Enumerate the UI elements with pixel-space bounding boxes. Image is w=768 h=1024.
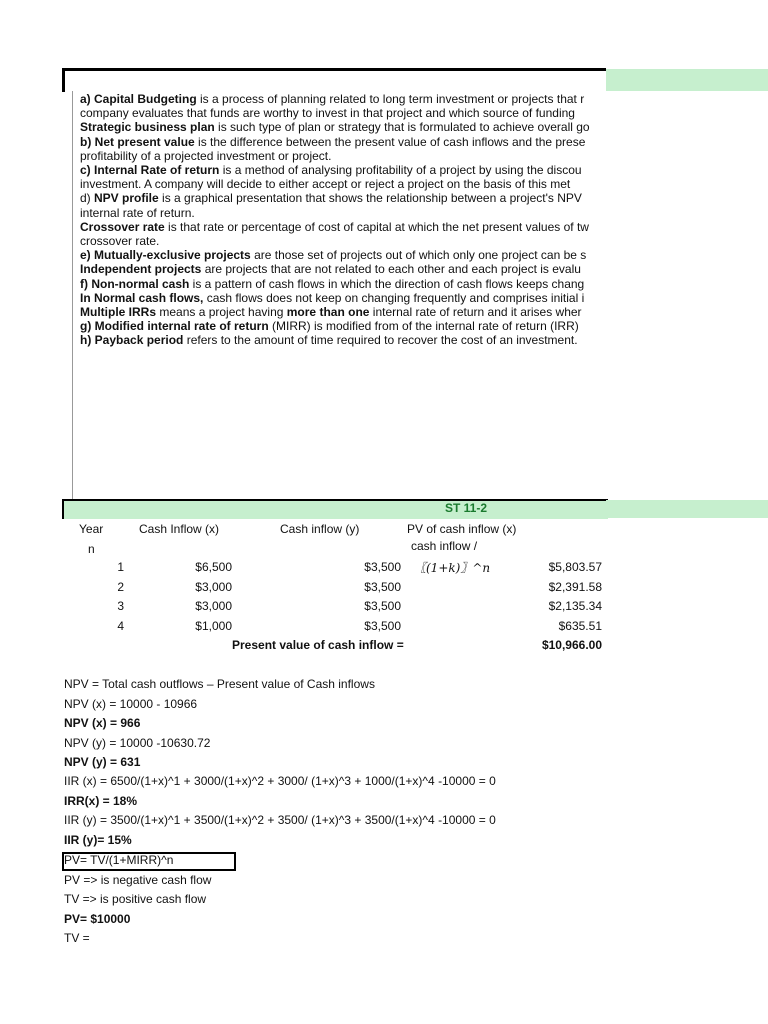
definition-line bbox=[80, 277, 606, 291]
st-header-band bbox=[62, 499, 608, 519]
definition-text: d) bbox=[80, 191, 95, 206]
row-cash-x: $6,500 bbox=[195, 560, 232, 574]
calculation-line: NPV (y) = 10000 -10630.72 bbox=[64, 736, 211, 750]
header-cash-x: Cash Inflow (x) bbox=[139, 522, 220, 536]
header-year: Year bbox=[79, 522, 104, 536]
definition-line bbox=[80, 262, 606, 276]
total-label: Present value of cash inflow = bbox=[232, 638, 404, 652]
definition-line bbox=[80, 149, 606, 163]
calculation-line: NPV = Total cash outflows – Present value of Cash inflows bbox=[64, 677, 375, 691]
definition-text: g) Modified internal rate of return bbox=[80, 319, 269, 334]
calculation-line: IIR (y) = 3500/(1+x)^1 + 3500/(1+x)^2 + 3500/ (1+x)^3 + 3500/(1+x)^4 -10000 = 0 bbox=[64, 813, 496, 827]
definition-text: f) Non-normal cash bbox=[80, 276, 190, 291]
section-title: ST 11-2 bbox=[444, 501, 488, 515]
calculation-line: IIR (x) = 6500/(1+x)^1 + 3000/(1+x)^2 + 3000/ (1+x)^3 + 1000/(1+x)^4 -10000 = 0 bbox=[64, 774, 496, 788]
definition-text: is a graphical presentation that shows the relationship between a project's NPV bbox=[158, 191, 582, 206]
definition-text: (MIRR) is modified from of the internal rate of return (IRR) bbox=[268, 319, 579, 334]
top-border bbox=[62, 68, 606, 71]
definition-text: company evaluates that funds are worthy to invest in that project and which source of funding bbox=[80, 106, 575, 121]
definition-line bbox=[80, 206, 606, 220]
calculation-line: NPV (x) = 10000 - 10966 bbox=[64, 697, 198, 711]
row-pv-x: $2,135.34 bbox=[548, 599, 602, 613]
definition-text: more than one bbox=[286, 305, 370, 320]
definition-text: Strategic business plan bbox=[80, 120, 215, 135]
header-band-right bbox=[606, 500, 768, 518]
calculation-line: NPV (y) = 631 bbox=[64, 755, 141, 769]
row-pv-x: $5,803.57 bbox=[548, 560, 602, 574]
calculation-line: PV => is negative cash flow bbox=[64, 873, 212, 887]
definition-line bbox=[80, 163, 606, 177]
header-pv-x: PV of cash inflow (x) bbox=[407, 522, 517, 536]
row-year: 3 bbox=[117, 599, 124, 613]
calculation-line: TV => is positive cash flow bbox=[64, 892, 207, 906]
definition-line bbox=[80, 106, 606, 120]
row-cash-x: $1,000 bbox=[195, 619, 232, 633]
definition-text: Multiple IRRs bbox=[80, 305, 157, 320]
header-cash-y: Cash inflow (y) bbox=[280, 522, 360, 536]
definitions-list bbox=[80, 92, 606, 348]
definition-line bbox=[80, 305, 606, 319]
definition-line bbox=[80, 177, 606, 191]
row-cash-x: $3,000 bbox=[195, 599, 232, 613]
definition-line bbox=[80, 319, 606, 333]
calculation-line: IIR (y)= 15% bbox=[64, 833, 132, 847]
definition-line bbox=[80, 135, 606, 149]
definition-text: h) Payback period bbox=[80, 333, 184, 348]
row-cash-y: $3,500 bbox=[364, 560, 401, 574]
definition-text: investment. A company will decide to either accept or reject a project on the basis of this met bbox=[80, 177, 571, 192]
calculation-line: PV= $10000 bbox=[64, 912, 131, 926]
definition-text: are projects that are not related to each other and each project is evalu bbox=[201, 262, 581, 277]
calculation-line: PV= TV/(1+MIRR)^n bbox=[64, 853, 174, 867]
calculation-line: IRR(x) = 18% bbox=[64, 794, 138, 808]
row-cash-y: $3,500 bbox=[364, 599, 401, 613]
definition-text: is such type of plan or strategy that is formulated to achieve overall go bbox=[214, 120, 590, 135]
definition-text: crossover rate. bbox=[80, 234, 160, 249]
header-band-top bbox=[606, 69, 768, 91]
definition-text: b) Net present value bbox=[80, 134, 195, 149]
row-pv-x: $635.51 bbox=[558, 619, 602, 633]
row-year: 2 bbox=[117, 580, 124, 594]
definition-text: internal rate of return. bbox=[80, 205, 195, 220]
selected-cell-border[interactable] bbox=[62, 852, 236, 871]
row-year: 4 bbox=[117, 619, 124, 633]
definition-line bbox=[80, 220, 606, 234]
definition-text: refers to the amount of time required to recover the cost of an investment. bbox=[183, 333, 578, 348]
definition-text: Crossover rate bbox=[80, 219, 165, 234]
definition-text: means a project having bbox=[156, 305, 287, 320]
row-pv-x: $2,391.58 bbox=[548, 580, 602, 594]
definition-text: are those set of projects out of which only one project can be s bbox=[250, 248, 587, 263]
definition-text: cash flows does not keep on changing frequently and comprises initial i bbox=[203, 290, 585, 305]
definition-text: internal rate of return and it arises wher bbox=[369, 305, 582, 320]
definition-text: is the difference between the present value of cash inflows and the prese bbox=[194, 134, 586, 149]
row-cash-y: $3,500 bbox=[364, 580, 401, 594]
definition-text: NPV profile bbox=[94, 191, 159, 206]
definition-line bbox=[80, 234, 606, 248]
total-value: $10,966.00 bbox=[541, 638, 602, 652]
header-formula: 〖(1+k)〗^n bbox=[414, 561, 491, 575]
definition-line bbox=[80, 191, 606, 205]
definition-line bbox=[80, 248, 606, 262]
definition-line bbox=[80, 120, 606, 134]
calculation-line: NPV (x) = 966 bbox=[64, 716, 141, 730]
row-cash-x: $3,000 bbox=[195, 580, 232, 594]
header-year-sub: n bbox=[88, 542, 95, 556]
definition-line bbox=[80, 291, 606, 305]
row-year: 1 bbox=[117, 560, 124, 574]
definition-text: is a process of planning related to long term investment or projects that r bbox=[196, 92, 585, 106]
definition-text: is that rate or percentage of cost of capital at which the net present values of tw bbox=[164, 219, 589, 234]
definition-line bbox=[80, 92, 606, 106]
definition-text: c) Internal Rate of return bbox=[80, 163, 220, 178]
definition-text: e) Mutually-exclusive projects bbox=[80, 248, 251, 263]
definition-line bbox=[80, 333, 606, 347]
definition-text: is a method of analysing profitability of a project by using the discou bbox=[219, 163, 582, 178]
definition-text: In Normal cash flows, bbox=[80, 290, 204, 305]
row-cash-y: $3,500 bbox=[364, 619, 401, 633]
calculation-line: TV = bbox=[64, 931, 90, 945]
definition-text: is a pattern of cash flows in which the direction of cash flows keeps chang bbox=[189, 276, 585, 291]
left-border bbox=[62, 68, 65, 92]
definition-text: a) Capital Budgeting bbox=[80, 92, 197, 106]
definition-text: profitability of a projected investment or project. bbox=[80, 148, 332, 163]
header-pv-x-sub: cash inflow / bbox=[411, 539, 478, 553]
definition-text: Independent projects bbox=[80, 262, 202, 277]
